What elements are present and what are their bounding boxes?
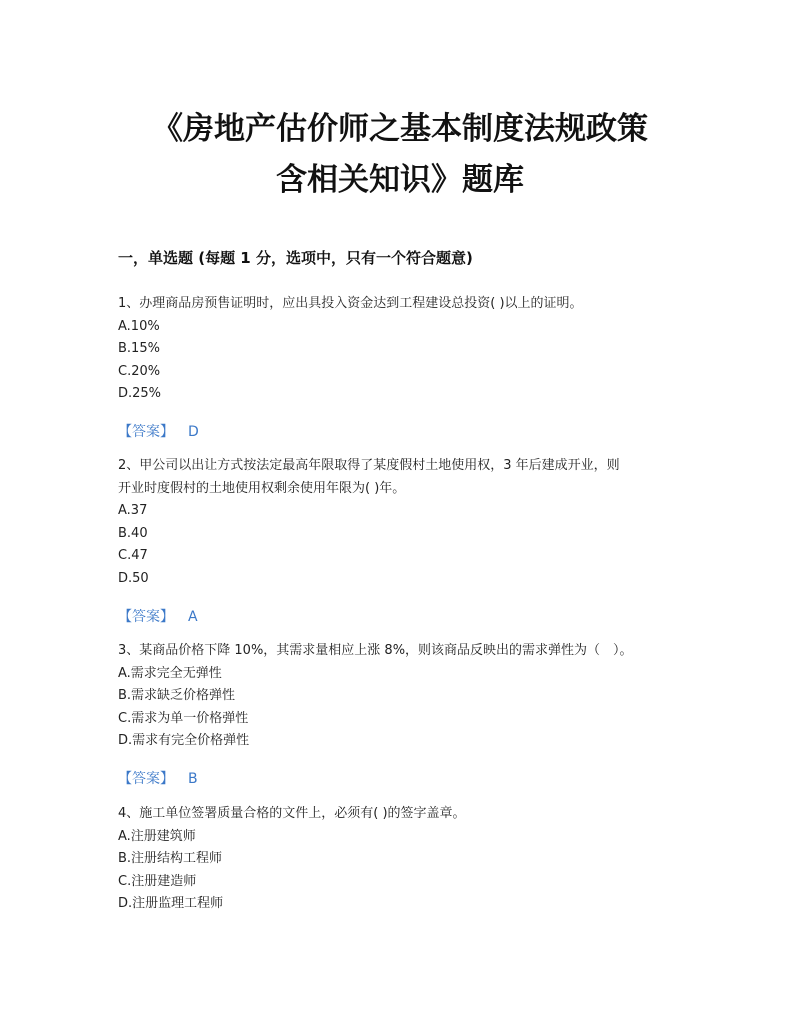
question-1-answer [118, 421, 199, 441]
answer-label: 【答案】 [118, 771, 174, 787]
question-3-answer [118, 768, 198, 788]
question-2-option-d: D.50 [118, 571, 149, 586]
question-3-stem: 3、某商品价格下降 10%，其需求量相应上涨 8%，则该商品反映出的需求弹性为（ ）。 [118, 643, 633, 658]
answer-value: B [188, 771, 198, 787]
question-1-option-d: D.25% [118, 386, 162, 401]
question-4-option-d: D.注册监理工程师 [118, 896, 224, 911]
answer-value: D [188, 424, 199, 440]
question-3-option-b: B.需求缺乏价格弹性 [118, 688, 236, 703]
question-3-option-d: D.需求有完全价格弹性 [118, 733, 250, 748]
question-2-option-c: C.47 [118, 548, 148, 563]
question-4-stem: 4、施工单位签署质量合格的文件上，必须有( )的签字盖章。 [118, 806, 466, 821]
section-heading: 一，单选题 (每题 1 分，选项中，只有一个符合题意) [118, 249, 473, 267]
document-title-line-2: 含相关知识》题库 [276, 162, 524, 198]
question-4-option-c: C.注册建造师 [118, 874, 197, 889]
question-4-option-a: A.注册建筑师 [118, 829, 196, 844]
question-2-stem-line-1: 2、甲公司以出让方式按法定最高年限取得了某度假村土地使用权，3 年后建成开业，则 [118, 458, 620, 473]
question-2-option-b: B.40 [118, 526, 148, 541]
question-2-stem-line-2: 开业时度假村的土地使用权剩余使用年限为( )年。 [118, 481, 406, 496]
question-3-option-c: C.需求为单一价格弹性 [118, 711, 249, 726]
question-1-option-c: C.20% [118, 364, 161, 379]
question-3-option-a: A.需求完全无弹性 [118, 666, 222, 681]
question-2-answer [118, 606, 198, 626]
question-4-option-b: B.注册结构工程师 [118, 851, 223, 866]
answer-label: 【答案】 [118, 609, 174, 625]
document-title-line-1: 《房地产估价师之基本制度法规政策 [152, 111, 648, 147]
answer-label: 【答案】 [118, 424, 174, 440]
question-1-option-b: B.15% [118, 341, 160, 356]
question-1-stem: 1、办理商品房预售证明时，应出具投入资金达到工程建设总投资( )以上的证明。 [118, 296, 583, 311]
question-2-option-a: A.37 [118, 503, 148, 518]
answer-value: A [188, 609, 198, 625]
question-1-option-a: A.10% [118, 319, 160, 334]
